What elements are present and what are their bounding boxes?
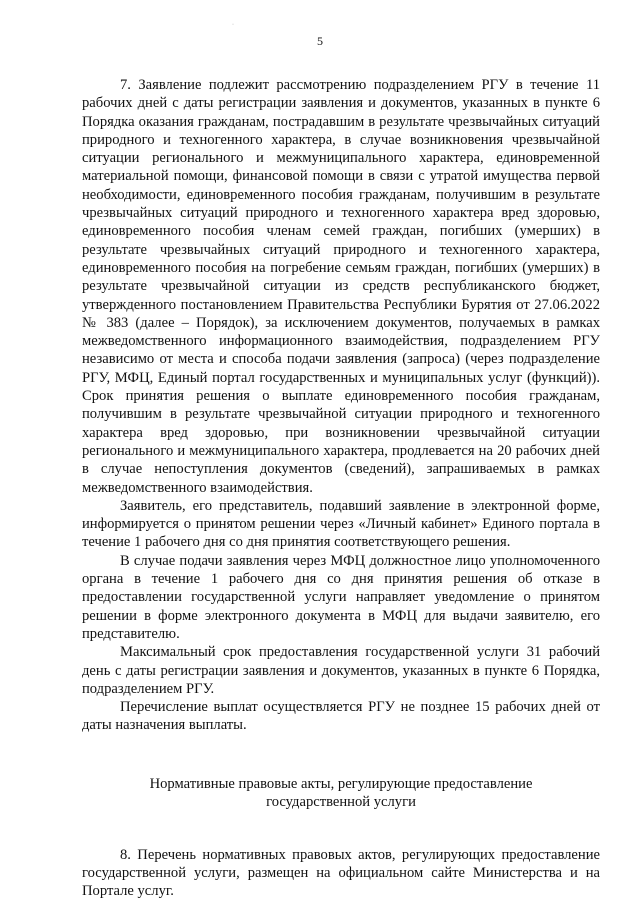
- section-heading-line-2: государственной услуги: [266, 794, 416, 811]
- section-heading-line-1: Нормативные правовые акты, регулирующие предоставление: [149, 775, 533, 792]
- document-body: [82, 76, 600, 901]
- scan-mark: ·: [232, 22, 234, 28]
- paragraph-payment: Перечисление выплат осуществляется РГУ не позднее 15 рабочих дней от даты назначения выплаты.: [82, 699, 600, 734]
- paragraph-applicant-notification: Заявитель, его представитель, подавший заявление в электронной форме, информируется о принятом решении через «Личный кабинет» Единого портала в течение 1 рабочего дня со дня принятия соответствующего решения.: [82, 497, 600, 551]
- paragraph-mfc-notification: В случае подачи заявления через МФЦ должностное лицо уполномоченного органа в течение 1 рабочего дня со дня принятия решения об отказе в предоставлении государственной услуги направляет уведомление о принятом решении в форме электронного документа в МФЦ для выдачи заявителю, его представителю.: [82, 552, 600, 642]
- paragraph-8: 8. Перечень нормативных правовых актов, регулирующих предоставление государственной услуги, размещен на официальном сайте Министерства и на Портале услуг.: [82, 846, 600, 900]
- paragraph-7: 7. Заявление подлежит рассмотрению подразделением РГУ в течение 11 рабочих дней с даты регистрации заявления и документов, указанных в пункте 6 Порядка оказания гражданам, пострадавшим в результате чрезвычайных ситуаций природного и техногенного характера, в случае возникновения чрезвычайной ситуации регионального и межмуниципального характера, единовременной материальной помощи, финансовой помощи в связи с утратой имущества первой необходимости, единовременного пособия гражданам, получившим в результате чрезвычайных ситуаций природного и техногенного характера вред здоровью, единовременного пособия членам семей граждан, погибших (умерших) в результате чрезвычайных ситуаций природного и техногенного характера, единовременного пособия на погребение семьям граждан, погибших (умерших) в результате чрезвычайной ситуации из средств республиканского бюджет, утвержденного постановлением Правительства Республики Бурятия от 27.06.2022 № 383 (далее – Порядок), за исключением документов, получаемых в рамках межведомственного информационного взаимодействия, подразделением РГУ независимо от места и способа подачи заявления (запроса) (через подразделение РГУ, МФЦ, Единый портал государственных и муниципальных услуг (функций)). Срок принятия решения о выплате единовременного пособия гражданам, получившим в результате чрезвычайной ситуации природного и техногенного характера вред здоровью, при возникновении чрезвычайной ситуации регионального и межмуниципального характера, продлевается на 20 рабочих дней в случае непоступления документов (сведений), запрашиваемых в рамках межведомственного взаимодействия.: [82, 77, 600, 496]
- page-number: 5: [317, 34, 323, 48]
- paragraph-max-term: Максимальный срок предоставления государственной услуги 31 рабочий день с даты регистрации заявления и документов, указанных в пункте 6 Порядка, подразделением РГУ.: [82, 644, 600, 697]
- section-heading: [82, 775, 600, 812]
